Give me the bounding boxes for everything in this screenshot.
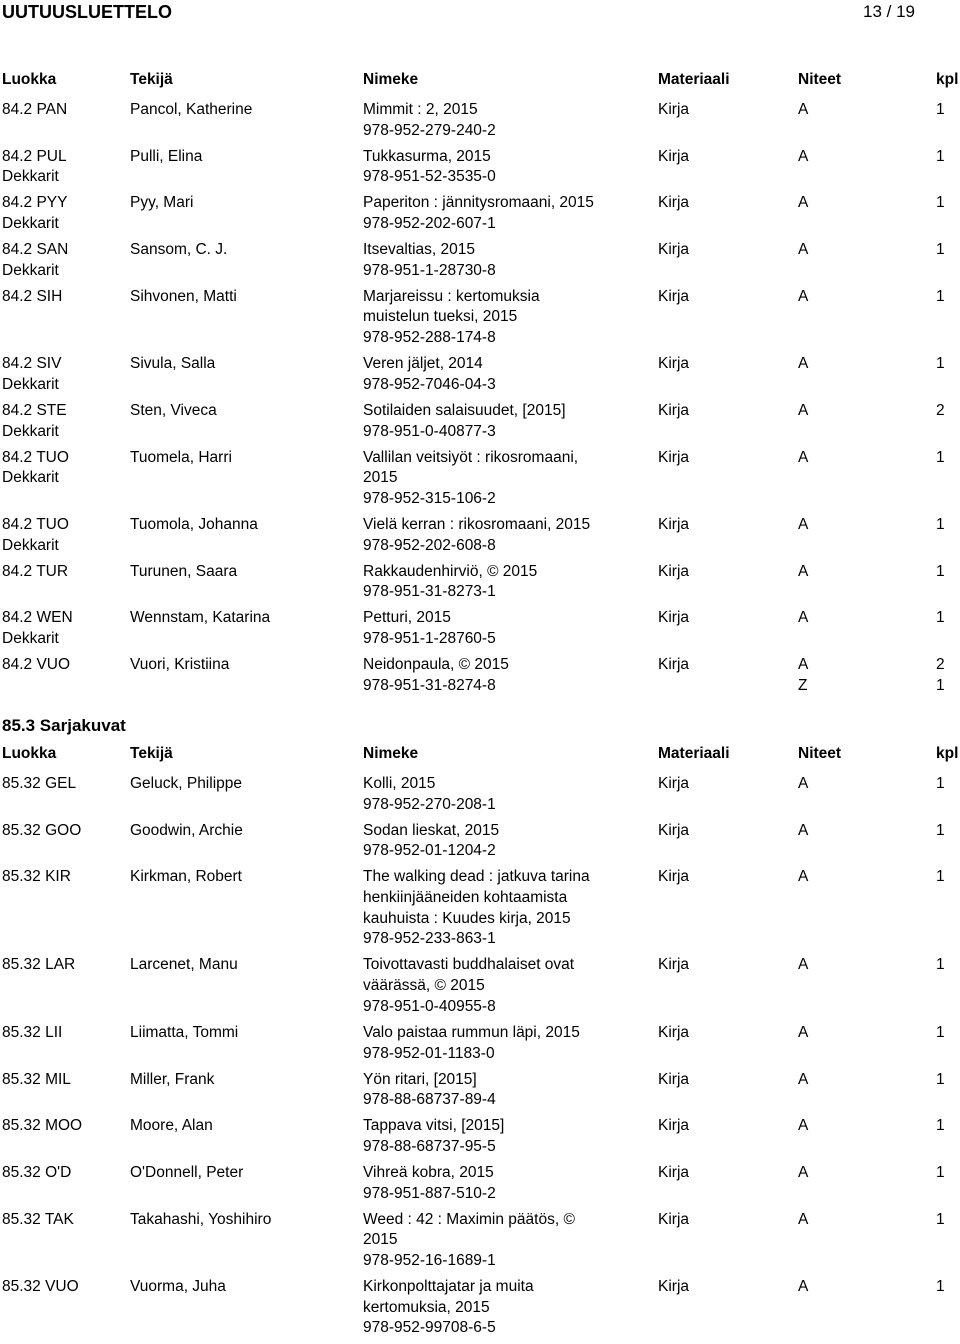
item-luokka: 84.2 TUR <box>2 562 69 580</box>
item-niteet: A <box>798 1070 809 1088</box>
item-materiaali: Kirja <box>658 448 690 466</box>
item-nimeke: Paperiton : jännitysromaani, 2015 978-952-202-607-1 <box>363 194 594 233</box>
item-tekija: Moore, Alan <box>130 1117 213 1135</box>
item-tekija: Larcenet, Manu <box>130 956 238 974</box>
item-kpl: 1 <box>936 101 945 118</box>
catalog-row <box>0 401 960 442</box>
item-nimeke: Valo paistaa rummun läpi, 2015 978-952-01-1183-0 <box>363 1023 580 1062</box>
item-materiaali: Kirja <box>658 775 690 792</box>
item-materiaali: Kirja <box>658 655 690 673</box>
item-kpl: 1 <box>936 775 945 792</box>
item-luokka: 85.32 LII <box>2 1023 63 1041</box>
item-kpl: 1 <box>936 1163 945 1181</box>
item-materiaali: Kirja <box>658 956 690 974</box>
section-2 <box>0 709 960 1339</box>
item-kpl: 1 <box>936 562 945 580</box>
catalog-row <box>0 1163 960 1204</box>
item-materiaali: Kirja <box>658 147 690 165</box>
item-luokka: 84.2 TUO Dekkarit <box>2 448 69 487</box>
item-tekija: Sten, Viveca <box>130 401 217 419</box>
item-materiaali: Kirja <box>658 355 690 373</box>
item-tekija: Sivula, Salla <box>130 355 216 373</box>
section-heading: 85.3 Sarjakuvat <box>2 716 126 735</box>
item-nimeke: Vielä kerran : rikosromaani, 2015 978-952-202-608-8 <box>363 515 591 554</box>
column-kpl: kpl <box>936 71 959 88</box>
catalog-row <box>0 515 960 556</box>
column-tekija: Tekijä <box>130 745 173 762</box>
item-kpl: 1 <box>936 355 945 373</box>
item-luokka: 84.2 WEN Dekkarit <box>2 609 73 647</box>
item-materiaali: Kirja <box>658 1117 690 1135</box>
item-tekija: Goodwin, Archie <box>130 821 243 839</box>
item-niteet: A <box>798 1023 809 1041</box>
column-materiaali: Materiaali <box>658 745 730 762</box>
item-luokka: 84.2 PUL Dekkarit <box>2 147 67 186</box>
item-kpl: 1 <box>936 515 945 533</box>
item-nimeke: Veren jäljet, 2014 978-952-7046-04-3 <box>363 355 496 393</box>
item-kpl: 1 <box>936 448 945 466</box>
item-materiaali: Kirja <box>658 1023 690 1041</box>
item-nimeke: Vallilan veitsiyöt : rikosromaani, 2015 978-952-315-106-2 <box>363 448 579 507</box>
catalog-row <box>0 448 960 510</box>
catalog-list-1 <box>0 100 960 696</box>
item-materiaali: Kirja <box>658 287 690 305</box>
catalog-row <box>0 562 960 603</box>
item-niteet: A <box>798 1163 809 1181</box>
item-niteet: A <box>798 448 809 466</box>
item-kpl: 1 <box>936 194 945 212</box>
item-materiaali: Kirja <box>658 609 690 627</box>
item-tekija: Tuomola, Johanna <box>130 515 258 533</box>
item-kpl: 1 <box>936 1070 945 1088</box>
item-kpl: 1 <box>936 1210 945 1228</box>
item-niteet: A <box>798 515 809 533</box>
column-niteet: Niteet <box>798 745 842 762</box>
item-nimeke: Mimmit : 2, 2015 978-952-279-240-2 <box>363 101 496 139</box>
item-tekija: Takahashi, Yoshihiro <box>130 1210 272 1228</box>
catalog-row <box>0 867 960 950</box>
item-nimeke: Petturi, 2015 978-951-1-28760-5 <box>363 609 496 647</box>
column-kpl: kpl <box>936 745 959 762</box>
item-kpl: 1 <box>936 1117 945 1135</box>
item-niteet: A <box>798 775 809 792</box>
item-kpl: 1 <box>936 609 945 627</box>
item-kpl: 1 <box>936 868 945 886</box>
catalog-row <box>0 1210 960 1272</box>
item-niteet: A <box>798 241 809 259</box>
item-tekija: Kirkman, Robert <box>130 868 242 886</box>
item-luokka: 85.32 KIR <box>2 868 71 886</box>
item-luokka: 84.2 PAN <box>2 101 68 118</box>
catalog-row <box>0 240 960 281</box>
catalog-row <box>0 1023 960 1064</box>
item-luokka: 84.2 STE Dekkarit <box>2 401 67 440</box>
catalog-row <box>0 354 960 395</box>
column-header-row <box>0 68 960 92</box>
catalog-row <box>0 147 960 188</box>
item-nimeke: Weed : 42 : Maximin päätös, © 2015 978-952-16-1689-1 <box>363 1210 575 1270</box>
item-tekija: O'Donnell, Peter <box>130 1163 244 1181</box>
item-kpl: 1 <box>936 956 945 974</box>
item-luokka: 84.2 SIH <box>2 287 63 305</box>
item-tekija: Sansom, C. J. <box>130 241 228 259</box>
item-luokka: 84.2 VUO <box>2 655 71 673</box>
item-materiaali: Kirja <box>658 1210 690 1228</box>
item-niteet: A Z <box>798 655 809 694</box>
item-luokka: 85.32 MOO <box>2 1117 83 1135</box>
column-tekija: Tekijä <box>130 71 173 88</box>
item-kpl: 1 <box>936 147 945 165</box>
item-luokka: 84.2 SAN Dekkarit <box>2 241 69 279</box>
item-nimeke: Tappava vitsi, [2015] 978-88-68737-95-5 <box>363 1117 505 1155</box>
item-nimeke: Itsevaltias, 2015 978-951-1-28730-8 <box>363 241 496 279</box>
item-luokka: 84.2 TUO Dekkarit <box>2 515 69 554</box>
item-materiaali: Kirja <box>658 1070 690 1088</box>
catalog-row <box>0 1116 960 1157</box>
catalog-list-2 <box>0 774 960 1339</box>
catalog-row <box>0 655 960 696</box>
item-niteet: A <box>798 609 809 627</box>
item-kpl: 1 <box>936 287 945 305</box>
item-luokka: 84.2 PYY Dekkarit <box>2 194 68 233</box>
item-materiaali: Kirja <box>658 101 690 118</box>
item-materiaali: Kirja <box>658 868 690 886</box>
column-niteet: Niteet <box>798 71 842 88</box>
item-nimeke: Kolli, 2015 978-952-270-208-1 <box>363 775 496 813</box>
page-number: 13 / 19 <box>863 2 915 21</box>
item-niteet: A <box>798 194 809 212</box>
item-luokka: 85.32 MIL <box>2 1070 71 1088</box>
item-kpl: 2 1 <box>936 655 945 694</box>
item-luokka: 85.32 O'D <box>2 1163 72 1181</box>
item-nimeke: Neidonpaula, © 2015 978-951-31-8274-8 <box>363 655 509 694</box>
item-nimeke: Yön ritari, [2015] 978-88-68737-89-4 <box>363 1070 496 1109</box>
item-tekija: Pulli, Elina <box>130 147 203 165</box>
item-nimeke: Marjareissu : kertomuksia muistelun tueksi, 2015 978-952-288-174-8 <box>363 287 540 347</box>
item-tekija: Vuori, Kristiina <box>130 655 230 673</box>
item-niteet: A <box>798 1210 809 1228</box>
item-niteet: A <box>798 562 809 580</box>
item-niteet: A <box>798 401 809 419</box>
section-1 <box>0 68 960 696</box>
column-luokka: Luokka <box>2 71 57 88</box>
item-niteet: A <box>798 821 809 839</box>
item-niteet: A <box>798 1117 809 1135</box>
item-tekija: Vuorma, Juha <box>130 1278 226 1295</box>
item-tekija: Tuomela, Harri <box>130 448 232 466</box>
item-niteet: A <box>798 868 809 886</box>
column-nimeke: Nimeke <box>363 71 419 88</box>
catalog-row <box>0 955 960 1017</box>
catalog-row <box>0 287 960 349</box>
column-luokka: Luokka <box>2 745 57 762</box>
item-niteet: A <box>798 355 809 373</box>
item-tekija: Liimatta, Tommi <box>130 1023 239 1041</box>
item-nimeke: Toivottavasti buddhalaiset ovat väärässä, © 2015 978-951-0-40955-8 <box>363 956 575 1015</box>
item-kpl: 1 <box>936 241 945 259</box>
item-nimeke: The walking dead : jatkuva tarina henkiinjääneiden kohtaamista kauhuista : Kuudes kirja, 2015 978-952-233-863-1 <box>363 868 590 948</box>
catalog-row <box>0 100 960 141</box>
item-tekija: Geluck, Philippe <box>130 775 243 792</box>
item-tekija: Turunen, Saara <box>130 562 238 580</box>
catalog-row <box>0 193 960 234</box>
catalog-row <box>0 1277 960 1339</box>
item-luokka: 85.32 LAR <box>2 956 76 974</box>
item-kpl: 2 <box>936 401 945 419</box>
item-materiaali: Kirja <box>658 401 690 419</box>
column-nimeke: Nimeke <box>363 745 419 762</box>
item-niteet: A <box>798 956 809 974</box>
catalog-row <box>0 608 960 649</box>
catalog-row <box>0 1070 960 1111</box>
item-niteet: A <box>798 101 809 118</box>
item-materiaali: Kirja <box>658 562 690 580</box>
item-niteet: A <box>798 1278 809 1295</box>
item-niteet: A <box>798 287 809 305</box>
item-luokka: 85.32 VUO <box>2 1278 79 1295</box>
item-luokka: 85.32 TAK <box>2 1210 74 1228</box>
item-materiaali: Kirja <box>658 241 690 259</box>
item-materiaali: Kirja <box>658 515 690 533</box>
item-luokka: 85.32 GOO <box>2 821 82 839</box>
item-materiaali: Kirja <box>658 1163 690 1181</box>
item-luokka: 85.32 GEL <box>2 775 77 792</box>
item-nimeke: Tukkasurma, 2015 978-951-52-3535-0 <box>363 147 496 186</box>
item-nimeke: Sodan lieskat, 2015 978-952-01-1204-2 <box>363 821 500 860</box>
item-nimeke: Rakkaudenhirviö, © 2015 978-951-31-8273-1 <box>363 562 538 601</box>
item-tekija: Sihvonen, Matti <box>130 287 237 305</box>
item-tekija: Pancol, Katherine <box>130 101 253 118</box>
item-kpl: 1 <box>936 1023 945 1041</box>
item-kpl: 1 <box>936 1278 945 1295</box>
item-tekija: Wennstam, Katarina <box>130 609 271 627</box>
item-tekija: Pyy, Mari <box>130 194 194 212</box>
column-materiaali: Materiaali <box>658 71 730 88</box>
item-kpl: 1 <box>936 821 945 839</box>
item-materiaali: Kirja <box>658 821 690 839</box>
item-nimeke: Sotilaiden salaisuudet, [2015] 978-951-0-40877-3 <box>363 401 566 440</box>
item-materiaali: Kirja <box>658 194 690 212</box>
column-header-row <box>0 742 960 766</box>
item-niteet: A <box>798 147 809 165</box>
catalog-title: UUTUUSLUETTELO <box>2 2 172 22</box>
item-luokka: 84.2 SIV Dekkarit <box>2 355 62 393</box>
item-tekija: Miller, Frank <box>130 1070 215 1088</box>
catalog-row <box>0 774 960 815</box>
item-materiaali: Kirja <box>658 1278 690 1295</box>
item-nimeke: Kirkonpolttajatar ja muita kertomuksia, 2015 978-952-99708-6-5 <box>363 1278 534 1337</box>
catalog-row <box>0 821 960 862</box>
item-nimeke: Vihreä kobra, 2015 978-951-887-510-2 <box>363 1163 496 1202</box>
